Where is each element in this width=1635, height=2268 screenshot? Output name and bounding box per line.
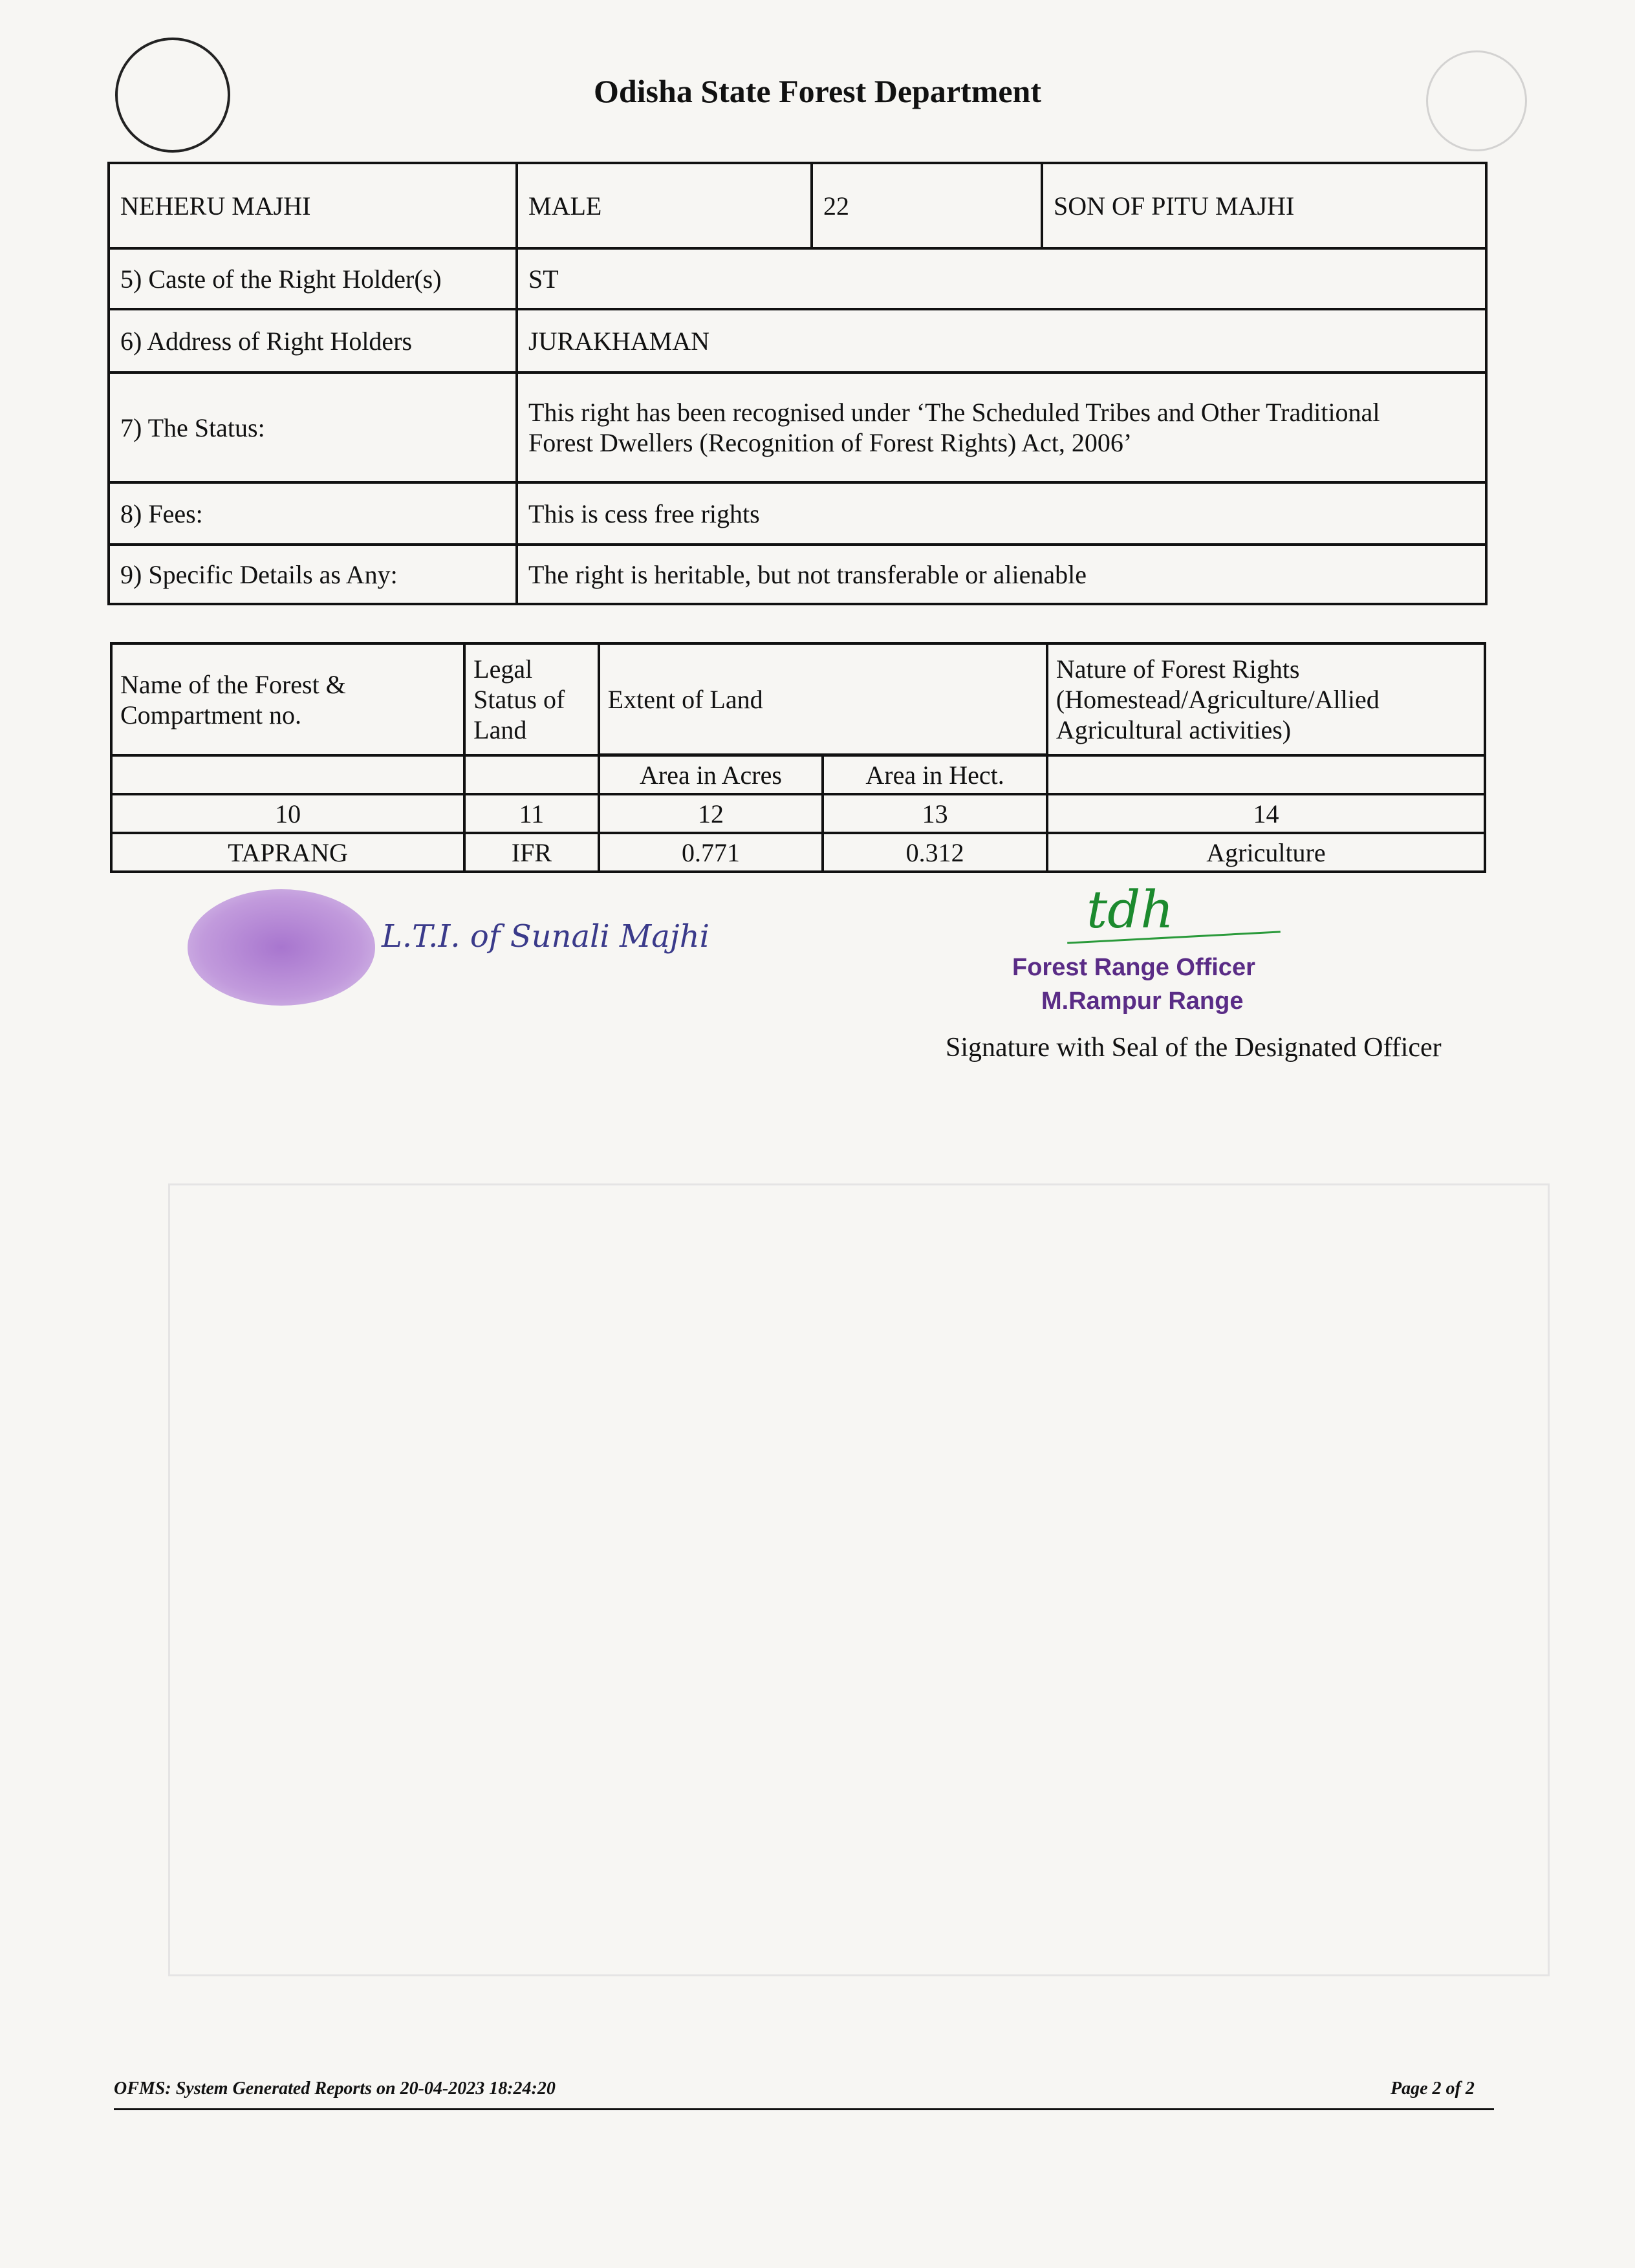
holder-details-table: [107, 162, 1488, 605]
detail-value: [517, 373, 1486, 482]
table-row: [111, 643, 1485, 755]
area-acres: 0.771: [599, 833, 823, 872]
detail-label: 7) The Status:: [109, 373, 517, 482]
col-number: 12: [599, 794, 823, 833]
thumb-impression-label: L.T.I. of Sunali Majhi: [382, 918, 709, 955]
footer-divider: [114, 2108, 1494, 2110]
table-row: [111, 833, 1485, 872]
table-row: [109, 248, 1486, 309]
holder-name: NEHERU MAJHI: [109, 163, 517, 248]
holder-sex: MALE: [517, 163, 812, 248]
table-row: [109, 163, 1486, 248]
table-row: [109, 482, 1486, 545]
detail-value: The right is heritable, but not transferable or alienable: [517, 545, 1486, 604]
detail-label: 9) Specific Details as Any:: [109, 545, 517, 604]
table-row: [109, 373, 1486, 482]
detail-label: 5) Caste of the Right Holder(s): [109, 248, 517, 309]
footer-page-number: Page 2 of 2: [1391, 2079, 1475, 2099]
bleed-through-area: [168, 1183, 1550, 1976]
header-forest: Name of the Forest & Compartment no.: [111, 643, 464, 755]
legal-status: IFR: [464, 833, 599, 872]
detail-value: JURAKHAMAN: [517, 309, 1486, 373]
header-nature: Nature of Forest Rights (Homestead/Agriculture/Allied Agricultural activities): [1047, 643, 1485, 755]
thumbprint-icon: [188, 889, 375, 1006]
seal-line-1: Forest Range Officer: [1012, 954, 1255, 981]
table-row: [111, 794, 1485, 833]
detail-value: ST: [517, 248, 1486, 309]
empty-cell: [1047, 755, 1485, 794]
detail-value: This is cess free rights: [517, 482, 1486, 545]
table-row: [109, 309, 1486, 373]
header-extent: Extent of Land: [599, 643, 1047, 755]
header-acres: Area in Acres: [599, 755, 823, 794]
page-title: Odisha State Forest Department: [593, 73, 1042, 109]
status-line: Forest Dwellers (Recognition of Forest Rights) Act, 2006’: [528, 428, 1132, 457]
col-number: 10: [111, 794, 464, 833]
holder-relation: SON OF PITU MAJHI: [1042, 163, 1486, 248]
forest-name: TAPRANG: [111, 833, 464, 872]
table-row: [109, 545, 1486, 604]
col-number: 11: [464, 794, 599, 833]
area-hect: 0.312: [823, 833, 1047, 872]
holder-age: 22: [812, 163, 1042, 248]
designation-text: Signature with Seal of the Designated Officer: [946, 1033, 1442, 1063]
land-table: [110, 642, 1486, 873]
empty-cell: [464, 755, 599, 794]
header-hect: Area in Hect.: [823, 755, 1047, 794]
header-legal: Legal Status of Land: [464, 643, 599, 755]
nature-of-rights: Agriculture: [1047, 833, 1485, 872]
col-number: 13: [823, 794, 1047, 833]
empty-cell: [111, 755, 464, 794]
seal-line-2: M.Rampur Range: [1041, 988, 1244, 1015]
col-number: 14: [1047, 794, 1485, 833]
status-line: This right has been recognised under ‘The Scheduled Tribes and Other Traditional: [528, 398, 1380, 427]
footer-generated: OFMS: System Generated Reports on 20-04-2023 18:24:20: [114, 2079, 556, 2099]
detail-label: 6) Address of Right Holders: [109, 309, 517, 373]
detail-label: 8) Fees:: [109, 482, 517, 545]
table-row: [111, 755, 1485, 794]
officer-signature: tdh: [1087, 880, 1174, 940]
